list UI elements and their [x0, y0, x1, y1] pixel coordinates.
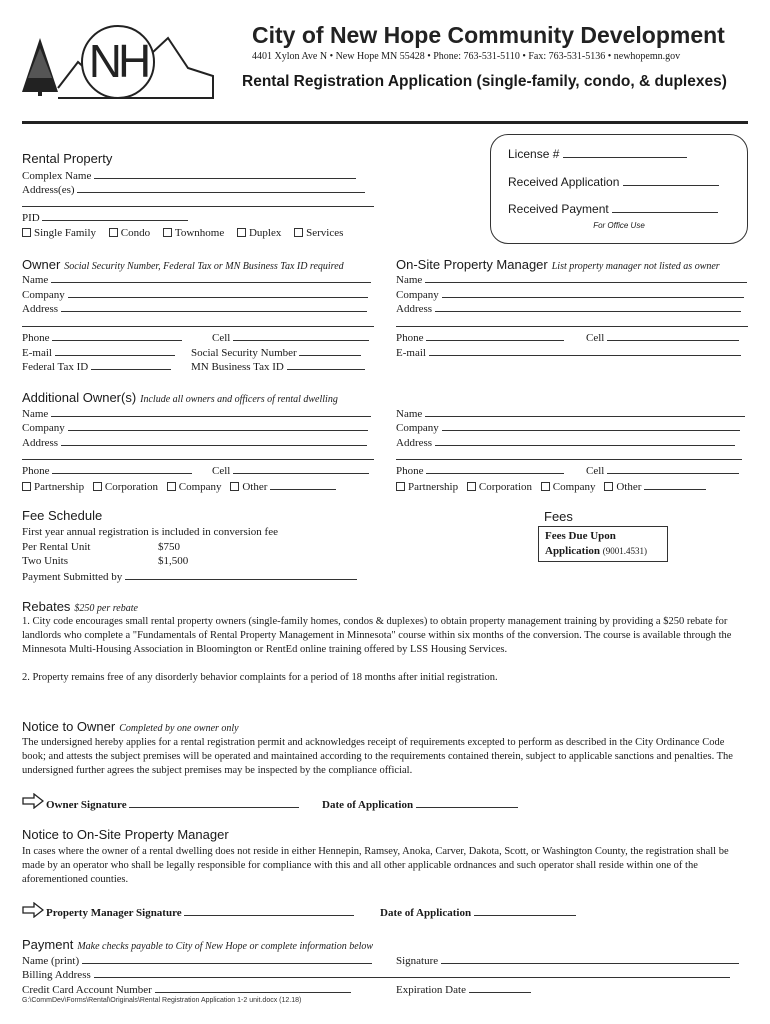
owner-address-input[interactable] [61, 301, 367, 312]
payment-signature-label: Signature [396, 955, 439, 967]
manager-name-input[interactable] [425, 272, 747, 283]
card-number-input[interactable] [155, 982, 351, 993]
federal-tax-input[interactable] [91, 359, 171, 370]
notice-manager-text: In cases where the owner of a rental dwelling does not reside in either Hennepin, Ramsey, Anoka, Carver, Dakota, Scott, or Washington County, the registration shall be made by an operator who shall be legally responsible for compliance with this and all other applicable ordnances and such operator shall reside within one of the aforementioned counties. [22, 846, 729, 885]
additional-owners-heading: Additional Owner(s) [22, 390, 137, 405]
additional-owners-subheading: Include all owners and officers of rental dwelling [140, 394, 338, 405]
add-owner1-company-checkbox[interactable] [167, 482, 176, 491]
add-owner2-address-line2[interactable] [396, 459, 742, 460]
card-number-label: Credit Card Account Number [22, 984, 152, 996]
add-owner1-company-type-label: Company [178, 481, 222, 493]
add-owner2-cell-input[interactable] [607, 463, 739, 474]
payment-name-input[interactable] [82, 953, 372, 964]
add-owner2-phone-label: Phone [396, 465, 424, 477]
owner-heading: Owner [22, 257, 61, 272]
duplex-label: Duplex [248, 227, 282, 239]
manager-cell-input[interactable] [607, 330, 739, 341]
owner-company-input[interactable] [68, 287, 368, 298]
add-owner2-other-input[interactable] [644, 479, 706, 490]
single-family-checkbox[interactable] [22, 228, 31, 237]
received-payment-field[interactable] [612, 202, 718, 213]
license-label: License # [508, 147, 560, 161]
payment-submitted-label: Payment Submitted by [22, 571, 123, 583]
manager-email-input[interactable] [429, 345, 741, 356]
add-owner1-phone-label: Phone [22, 465, 50, 477]
federal-tax-label: Federal Tax ID [22, 361, 89, 373]
add-owner1-cell-label: Cell [212, 465, 231, 477]
add-owner2-address-label: Address [396, 437, 433, 449]
add-owner2-name-input[interactable] [425, 406, 745, 417]
manager-date-label: Date of Application [380, 907, 472, 919]
add-owner1-name-label: Name [22, 408, 49, 420]
notice-owner-text: The undersigned hereby applies for a rental registration permit and acknowledges receipt of requirements excepted to perform as described in the City Ordinance Code book; and attests the subject premises will be operated and maintained according to the requirements contained therein, subject to applicable sanctions and penalties. The undersigned further agrees the subject premises may be inspected by the compliance official. [22, 737, 733, 776]
manager-signature-label: Property Manager Signature [46, 907, 182, 919]
fees-due-line: Fees Due Upon [545, 530, 616, 542]
add-owner2-company-type-label: Company [552, 481, 596, 493]
per-unit-label: Per Rental Unit [22, 541, 91, 553]
addresses-input-line2[interactable] [22, 206, 374, 207]
owner-email-input[interactable] [55, 345, 175, 356]
fee-schedule-intro: First year annual registration is included in conversion fee [22, 526, 278, 538]
manager-address-label: Address [396, 303, 433, 315]
two-units-label: Two Units [22, 555, 68, 567]
owner-signature-input[interactable] [129, 797, 299, 808]
payment-heading: Payment [22, 937, 74, 952]
payment-subheading: Make checks payable to City of New Hope or complete information below [77, 941, 374, 952]
footer-file-path: G:\CommDev\Forms\Rental\Originals\Rental Registration Application 1-2 unit.docx (12.18) [22, 997, 302, 1004]
payment-submitted-input[interactable] [125, 569, 357, 580]
fee-schedule-heading: Fee Schedule [22, 508, 103, 523]
add-owner2-corporation-label: Corporation [478, 481, 533, 493]
ssn-input[interactable] [299, 345, 361, 356]
received-application-field[interactable] [623, 175, 719, 186]
services-checkbox[interactable] [294, 228, 303, 237]
add-owner2-partnership-checkbox[interactable] [396, 482, 405, 491]
add-owner1-partnership-checkbox[interactable] [22, 482, 31, 491]
add-owner1-other-input[interactable] [270, 479, 336, 490]
owner-phone-input[interactable] [52, 330, 182, 341]
payment-name-label: Name (print) [22, 955, 80, 967]
add-owner1-address-line2[interactable] [22, 459, 374, 460]
office-use-label: For Office Use [593, 221, 645, 230]
office-use-box [490, 134, 748, 244]
condo-label: Condo [120, 227, 151, 239]
manager-company-label: Company [396, 289, 439, 301]
owner-company-label: Company [22, 289, 65, 301]
mn-tax-input[interactable] [287, 359, 365, 370]
add-owner1-other-checkbox[interactable] [230, 482, 239, 491]
owner-address-line2[interactable] [22, 326, 374, 327]
mn-tax-label: MN Business Tax ID [191, 361, 284, 373]
expiration-input[interactable] [469, 982, 531, 993]
townhome-label: Townhome [174, 227, 225, 239]
notice-manager-heading: Notice to On-Site Property Manager [22, 827, 229, 842]
add-owner2-partnership-label: Partnership [408, 481, 459, 493]
add-owner1-partnership-label: Partnership [34, 481, 85, 493]
owner-phone-label: Phone [22, 332, 50, 344]
fees-heading: Fees [544, 509, 573, 524]
rental-property-heading: Rental Property [22, 151, 113, 166]
add-owner2-other-checkbox[interactable] [604, 482, 613, 491]
owner-name-input[interactable] [51, 272, 371, 283]
manager-address-input[interactable] [435, 301, 741, 312]
owner-email-label: E-mail [22, 347, 52, 359]
manager-date-input[interactable] [474, 905, 576, 916]
billing-address-input[interactable] [94, 967, 730, 978]
owner-cell-input[interactable] [233, 330, 369, 341]
owner-date-label: Date of Application [322, 799, 414, 811]
city-logo [18, 18, 218, 100]
add-owner2-company-input[interactable] [442, 420, 740, 431]
notice-owner-subheading: Completed by one owner only [119, 723, 239, 734]
rebates-subheading: $250 per rebate [74, 603, 138, 614]
manager-heading: On-Site Property Manager [396, 257, 548, 272]
owner-cell-label: Cell [212, 332, 231, 344]
manager-cell-label: Cell [586, 332, 605, 344]
received-payment-label: Received Payment [508, 202, 609, 216]
pid-input[interactable] [42, 210, 188, 221]
manager-signature-arrow-icon [22, 902, 44, 923]
owner-date-input[interactable] [416, 797, 518, 808]
manager-company-input[interactable] [442, 287, 744, 298]
fees-box [538, 526, 668, 562]
townhome-checkbox[interactable] [163, 228, 172, 237]
add-owner2-other-label: Other [616, 481, 642, 493]
per-unit-value: $750 [158, 541, 180, 553]
manager-address-line2[interactable] [396, 326, 748, 327]
add-owner2-company-checkbox[interactable] [541, 482, 550, 491]
add-owner1-address-label: Address [22, 437, 59, 449]
license-field[interactable] [563, 147, 687, 158]
owner-signature-arrow-icon [22, 793, 44, 814]
add-owner1-name-input[interactable] [51, 406, 371, 417]
single-family-label: Single Family [34, 227, 97, 239]
add-owner1-address-input[interactable] [61, 435, 367, 446]
manager-subheading: List property manager not listed as owner [551, 261, 720, 272]
manager-signature-input[interactable] [184, 905, 354, 916]
rebate-item-1: 1. City code encourages small rental property owners (single-family homes, condos & duplexes) to obtain property management training by providing a $250 rebate for landlords who complete a "Fundamentals of Rental Property Management in Minnesota" course within six months of the conversion. The course is available through the Minnesota Multi-Housing Association in Bloomington or RentEd online training offered by LSS Housing Services. [22, 616, 732, 655]
fees-code: (9001.4531) [602, 546, 648, 556]
add-owner1-corporation-checkbox[interactable] [93, 482, 102, 491]
add-owner1-company-label: Company [22, 422, 65, 434]
add-owner1-corporation-label: Corporation [104, 481, 159, 493]
addresses-input[interactable] [77, 182, 365, 193]
page-title: City of New Hope Community Development [252, 22, 725, 48]
rebate-item-2: 2. Property remains free of any disorderly behavior complaints for a period of 18 months after initial registration. [22, 672, 498, 683]
pid-label: PID [22, 212, 40, 224]
add-owner1-company-input[interactable] [68, 420, 368, 431]
owner-signature-label: Owner Signature [46, 799, 127, 811]
owner-subheading: Social Security Number, Federal Tax or MN Business Tax ID required [64, 261, 344, 272]
manager-name-label: Name [396, 274, 423, 286]
header-address: 4401 Xylon Ave N • New Hope MN 55428 • Phone: 763-531-5110 • Fax: 763-531-5136 • newhopemn.gov [252, 51, 681, 62]
payment-signature-input[interactable] [441, 953, 739, 964]
manager-phone-input[interactable] [426, 330, 564, 341]
owner-name-label: Name [22, 274, 49, 286]
expiration-label: Expiration Date [396, 984, 466, 996]
manager-phone-label: Phone [396, 332, 424, 344]
manager-email-label: E-mail [396, 347, 426, 359]
condo-checkbox[interactable] [109, 228, 118, 237]
add-owner1-phone-input[interactable] [52, 463, 192, 474]
add-owner1-cell-input[interactable] [233, 463, 369, 474]
rebates-heading: Rebates [22, 599, 71, 614]
complex-name-label: Complex Name [22, 170, 92, 182]
billing-address-label: Billing Address [22, 969, 91, 981]
add-owner2-name-label: Name [396, 408, 423, 420]
form-title: Rental Registration Application (single-family, condo, & duplexes) [242, 73, 727, 90]
fees-application-label: Application [545, 545, 601, 557]
add-owner2-company-label: Company [396, 422, 439, 434]
add-owner2-address-input[interactable] [435, 435, 735, 446]
notice-owner-heading: Notice to Owner [22, 719, 116, 734]
ssn-label: Social Security Number [191, 347, 297, 359]
complex-name-input[interactable] [94, 168, 356, 179]
add-owner2-cell-label: Cell [586, 465, 605, 477]
add-owner1-other-label: Other [242, 481, 268, 493]
owner-address-label: Address [22, 303, 59, 315]
duplex-checkbox[interactable] [237, 228, 246, 237]
add-owner2-phone-input[interactable] [426, 463, 564, 474]
add-owner2-corporation-checkbox[interactable] [467, 482, 476, 491]
addresses-label: Address(es) [22, 184, 75, 196]
received-application-label: Received Application [508, 175, 620, 189]
two-units-value: $1,500 [158, 555, 189, 567]
header-divider [22, 121, 748, 124]
logo-monogram: NH [88, 35, 148, 87]
services-label: Services [306, 227, 344, 239]
